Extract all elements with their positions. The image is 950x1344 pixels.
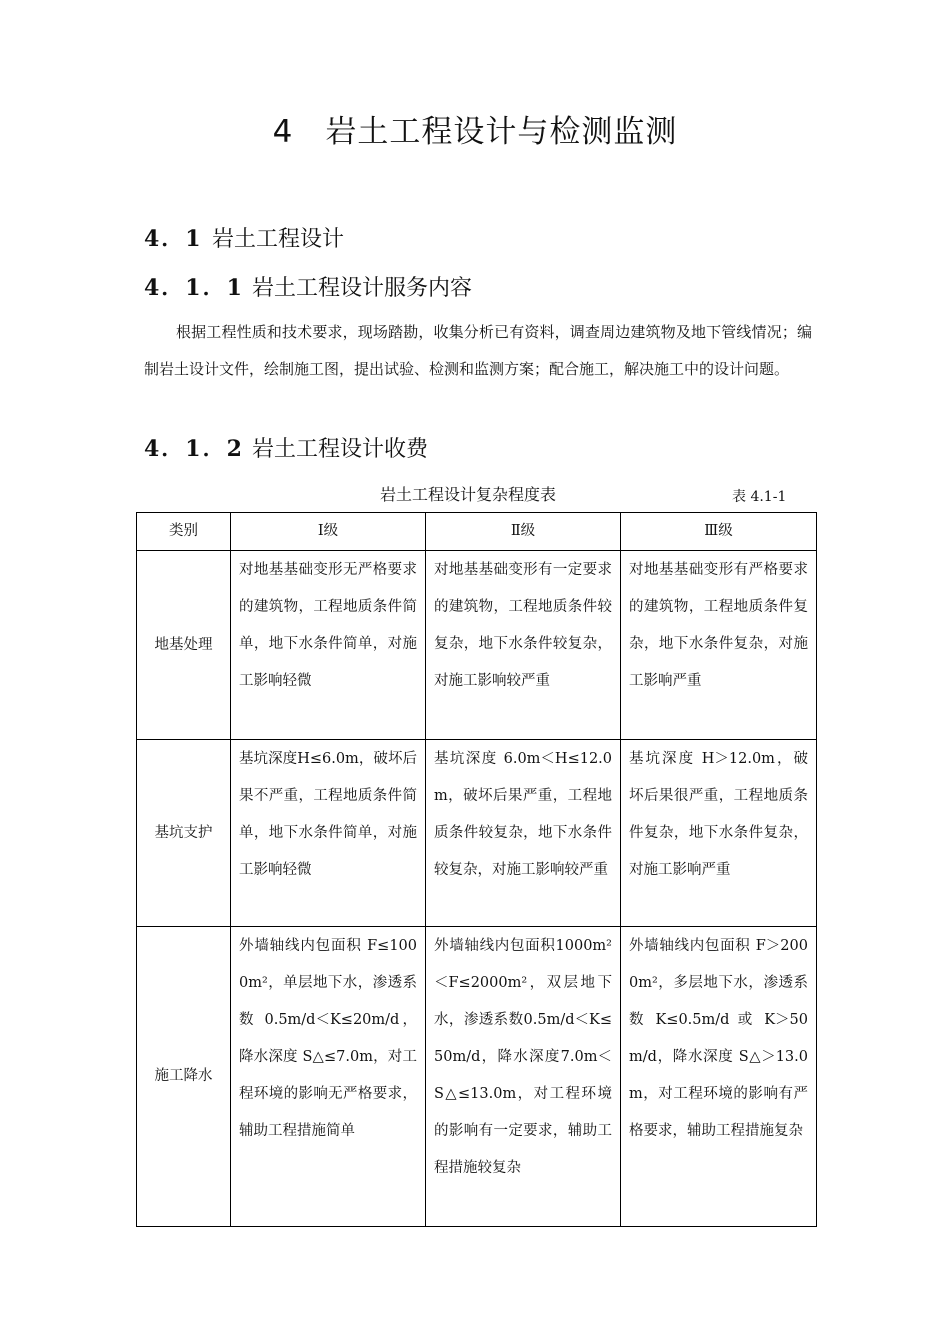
cell-text: 外墙轴线内包面积 F≤1000m²，单层地下水，渗透系数 0.5m/d＜K≤20m/d，降水深度 S△≤7.0m，对工程环境的影响无严格要求，辅助工程措施简单 bbox=[239, 938, 417, 1139]
cell-text: 基坑深度 H＞12.0m，破坏后果很严重，工程地质条件复杂，地下水条件复杂，对施工影响严重 bbox=[629, 751, 808, 878]
table-number: 表 4.1-1 bbox=[732, 489, 787, 505]
row-category: 基坑支护 bbox=[137, 740, 231, 927]
table-cell bbox=[426, 927, 621, 1227]
table-cell bbox=[426, 551, 621, 740]
section-4-1-2-heading bbox=[144, 432, 428, 463]
table-caption: 岩土工程设计复杂程度表 bbox=[380, 485, 557, 504]
cell-text: 基坑深度H≤6.0m，破坏后果不严重，工程地质条件简单，地下水条件简单，对施工影响轻微 bbox=[239, 751, 417, 878]
table-header-row bbox=[137, 513, 817, 551]
section-title: 岩土工程设计收费 bbox=[252, 437, 429, 462]
chapter-title-text: 岩土工程设计与检测监测 bbox=[325, 114, 678, 150]
section-4-1-heading bbox=[144, 222, 344, 253]
header-grade-1: Ⅰ级 bbox=[231, 513, 426, 551]
table-cell bbox=[621, 927, 817, 1227]
chapter-title bbox=[0, 106, 950, 151]
header-grade-2: Ⅱ级 bbox=[426, 513, 621, 551]
complexity-table bbox=[136, 512, 817, 1227]
row-category: 地基处理 bbox=[137, 551, 231, 740]
cell-text: 外墙轴线内包面积1000m²＜F≤2000m²，双层地下水，渗透系数0.5m/d＜K≤50m/d，降水深度7.0m＜S△≤13.0m，对工程环境的影响有一定要求，辅助工程措施较复杂 bbox=[434, 938, 612, 1176]
section-4-1-1-heading bbox=[144, 271, 472, 302]
section-title: 岩土工程设计服务内容 bbox=[252, 276, 473, 301]
section-number: 4．1．2 bbox=[144, 436, 244, 462]
cell-text: 外墙轴线内包面积 F＞2000m²，多层地下水，渗透系数 K≤0.5m/d 或 K＞50m/d，降水深度 S△＞13.0m，对工程环境的影响有严格要求，辅助工程措施复杂 bbox=[629, 938, 808, 1139]
body-paragraph: 根据工程性质和技术要求，现场踏勘，收集分析已有资料，调查周边建筑物及地下管线情况；编制岩土设计文件，绘制施工图，提出试验、检测和监测方案；配合施工，解决施工中的设计问题。 bbox=[144, 323, 812, 378]
table-row bbox=[137, 551, 817, 740]
table-row bbox=[137, 927, 817, 1227]
table-cell bbox=[231, 927, 426, 1227]
table-row bbox=[137, 740, 817, 927]
cell-text: 对地基基础变形有一定要求的建筑物，工程地质条件较复杂，地下水条件较复杂，对施工影响较严重 bbox=[434, 562, 612, 689]
section-title: 岩土工程设计 bbox=[212, 227, 345, 252]
cell-text: 对地基基础变形有严格要求的建筑物，工程地质条件复杂，地下水条件复杂，对施工影响严重 bbox=[629, 562, 808, 689]
header-grade-3: Ⅲ级 bbox=[621, 513, 817, 551]
cell-text: 基坑深度 6.0m＜H≤12.0m，破坏后果严重，工程地质条件较复杂，地下水条件较复杂，对施工影响较严重 bbox=[434, 751, 612, 878]
section-number: 4．1．1 bbox=[144, 275, 244, 301]
row-category: 施工降水 bbox=[137, 927, 231, 1227]
table-cell bbox=[621, 740, 817, 927]
section-4-1-1-body bbox=[144, 314, 812, 388]
section-number: 4．1 bbox=[144, 226, 203, 252]
header-category: 类别 bbox=[137, 513, 231, 551]
chapter-number: 4 bbox=[272, 114, 294, 150]
table-cell bbox=[621, 551, 817, 740]
table-cell bbox=[231, 551, 426, 740]
table-cell bbox=[426, 740, 621, 927]
cell-text: 对地基基础变形无严格要求的建筑物，工程地质条件简单，地下水条件简单，对施工影响轻微 bbox=[239, 562, 417, 689]
table-cell bbox=[231, 740, 426, 927]
